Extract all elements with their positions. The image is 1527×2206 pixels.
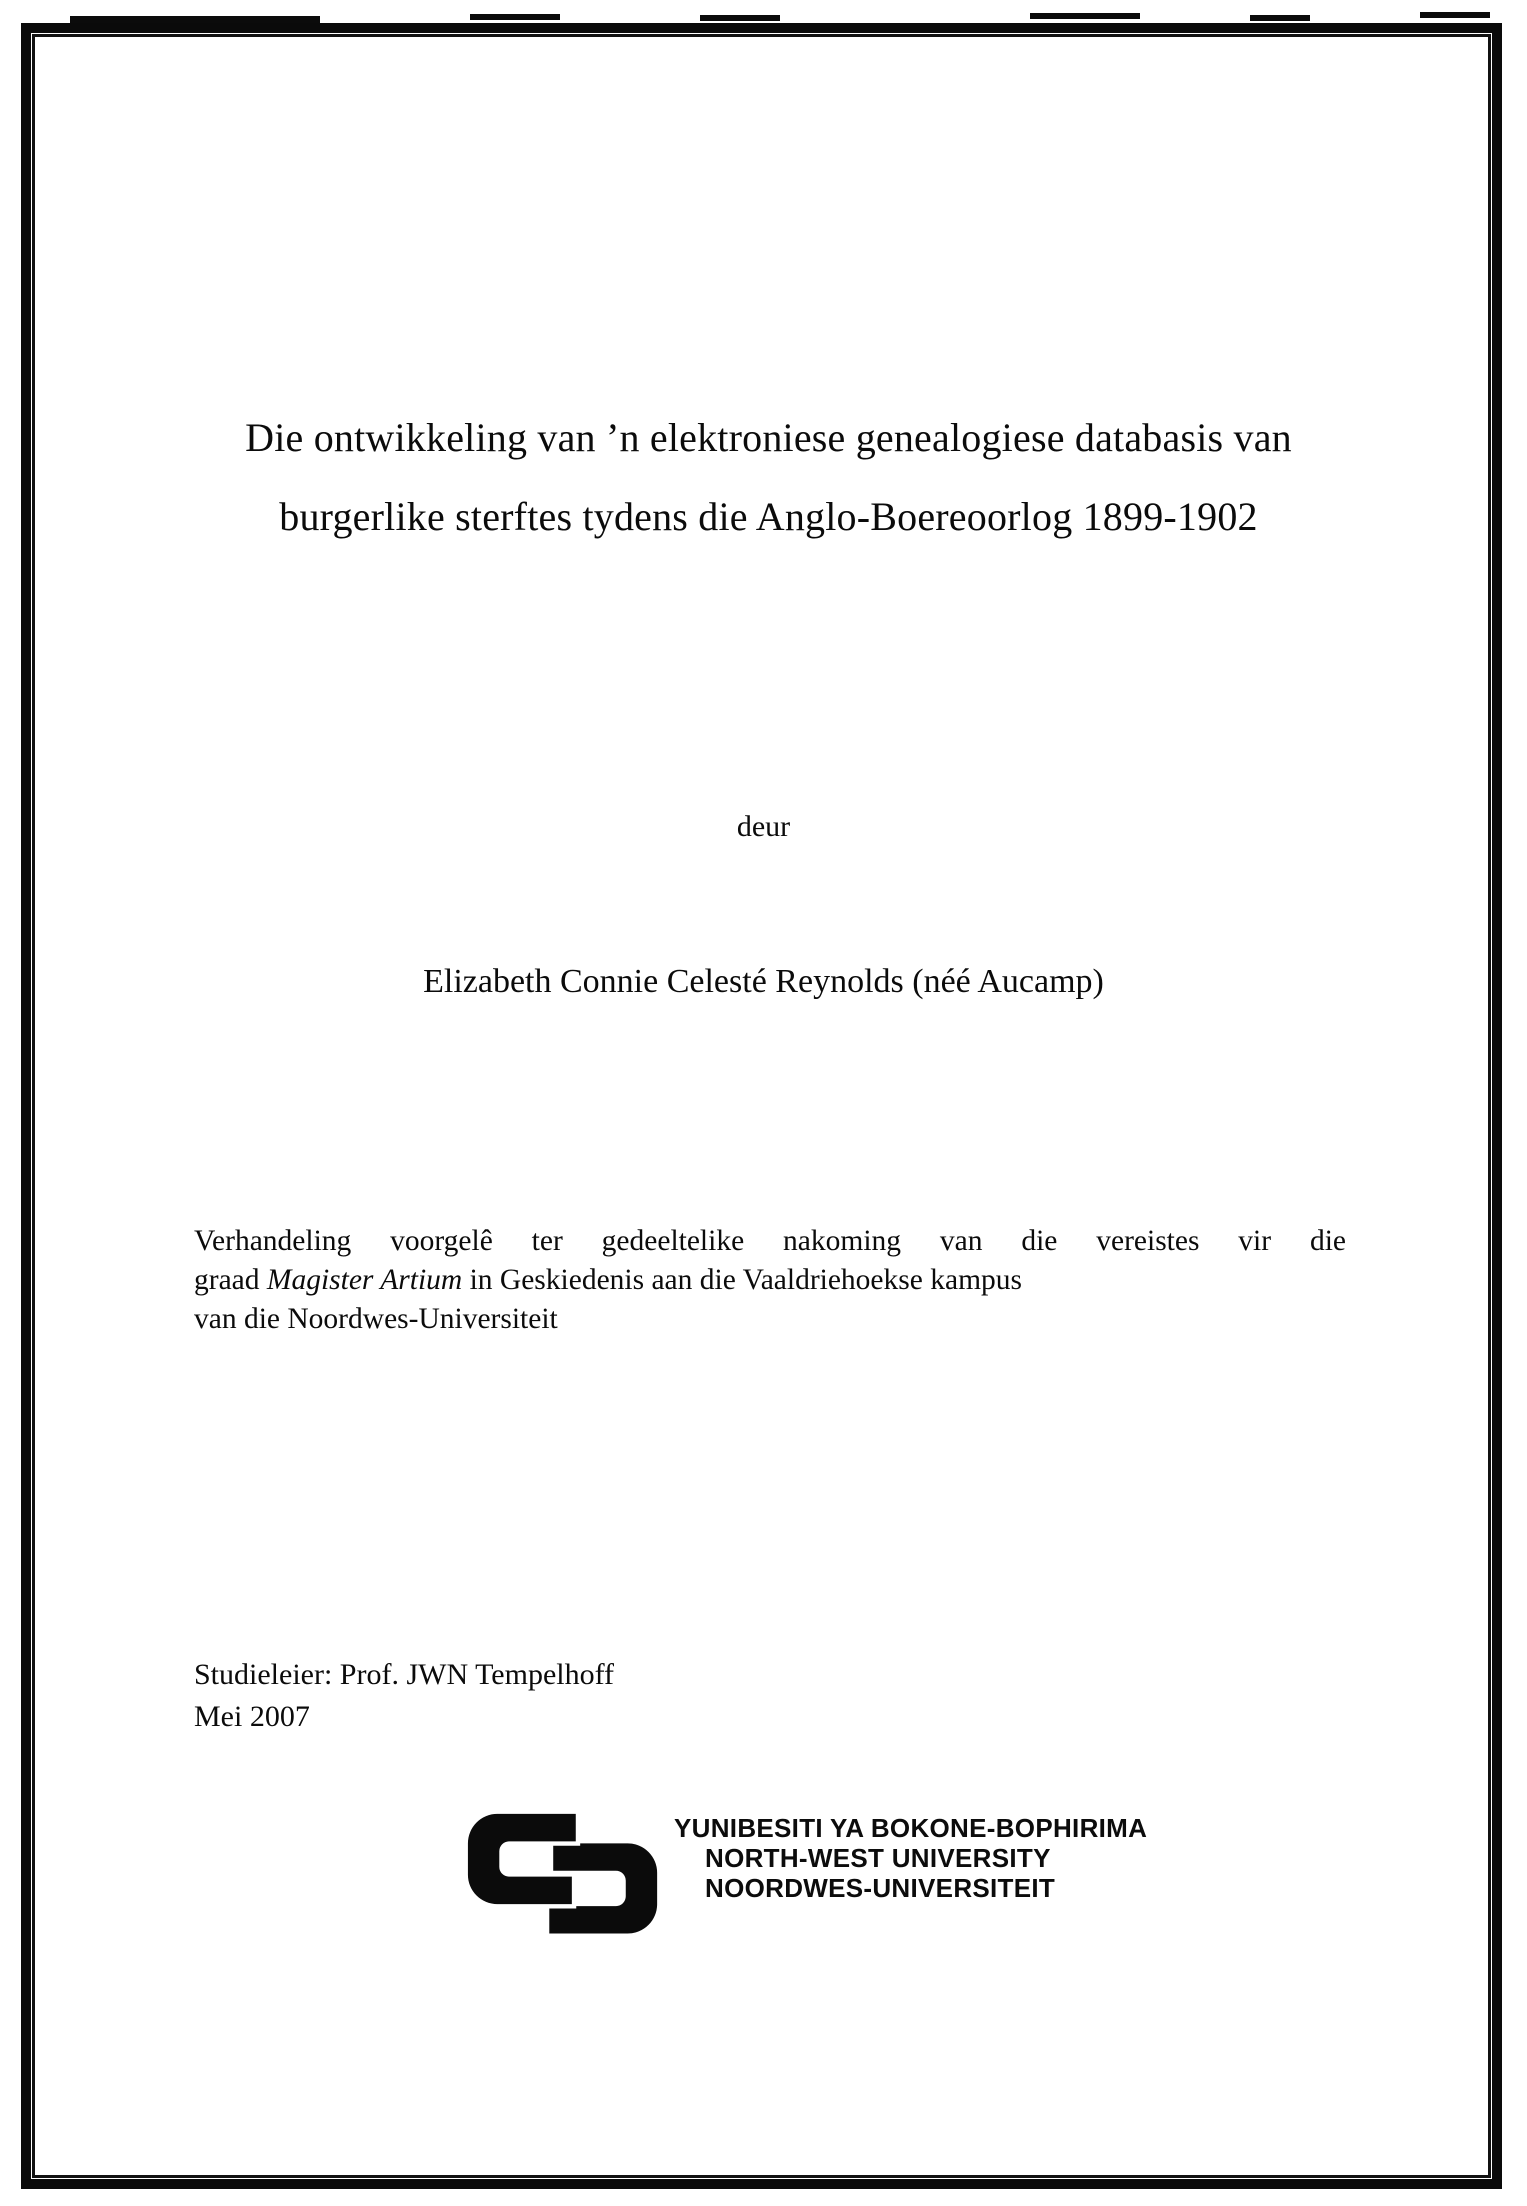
nwu-logo-mark xyxy=(464,1810,664,1939)
degree-declaration xyxy=(194,1222,1346,1339)
thesis-title-line2: burgerlike sterftes tydens die Anglo-Boereoorlog 1899-1902 xyxy=(279,494,1258,539)
thesis-title xyxy=(190,398,1347,556)
logo-text-line2: NORTH-WEST UNIVERSITY xyxy=(705,1843,1051,1873)
university-logo xyxy=(464,1810,1147,1939)
degree-name-italic: Magister Artium xyxy=(266,1264,463,1296)
date-line: Mei 2007 xyxy=(194,1700,310,1733)
declaration-line2 xyxy=(194,1261,1346,1300)
declaration-line1: Verhandeling voorgelê ter gedeeltelike nakoming van die vereistes vir die xyxy=(194,1225,1346,1257)
declaration-line3: van die Noordwes-Universiteit xyxy=(194,1303,558,1335)
declaration-line2-pre: graad xyxy=(194,1264,267,1296)
logo-text-line3: NOORDWES-UNIVERSITEIT xyxy=(705,1873,1056,1903)
supervisor-line: Studieleier: Prof. JWN Tempelhoff xyxy=(194,1658,615,1691)
author-name: Elizabeth Connie Celesté Reynolds (néé Aucamp) xyxy=(423,963,1104,1000)
thesis-title-line1: Die ontwikkeling van ’n elektroniese genealogiese databasis van xyxy=(245,415,1292,460)
university-logo-text xyxy=(674,1813,1147,1903)
logo-text-line1: YUNIBESITI YA BOKONE-BOPHIRIMA xyxy=(674,1813,1148,1843)
byline-deur: deur xyxy=(736,810,791,843)
declaration-line2-post: in Geskiedenis aan die Vaaldriehoekse kampus xyxy=(462,1264,1022,1296)
